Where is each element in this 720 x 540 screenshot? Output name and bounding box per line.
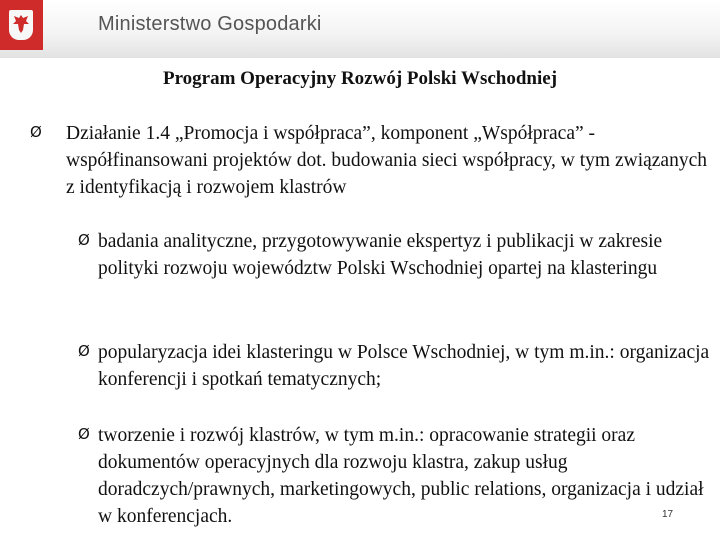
ministry-name: Ministerstwo Gospodarki (98, 13, 322, 35)
bullet-arrow-icon: Ø (78, 231, 90, 249)
bullet-arrow-icon: Ø (78, 425, 90, 443)
main-point-text: Działanie 1.4 „Promocja i współpraca”, komponent „Współpraca” - współfinansowani projektów dot. budowania sieci współpracy, w tym związanych z identyfikacją i rozwojem klastrów (66, 123, 707, 198)
slide-title: Program Operacyjny Rozwój Polski Wschodniej (162, 68, 558, 89)
bullet-arrow-icon: Ø (30, 123, 42, 141)
sub-point (98, 339, 713, 393)
bullet-arrow-icon: Ø (78, 342, 90, 360)
emblem-box (0, 0, 43, 50)
sub-point (98, 422, 716, 530)
sub-point-text: badania analityczne, przygotowywanie ekspertyz i publikacji w zakresie polityki rozwoju województw Polski Wschodniej opartej na klasteringu (98, 231, 663, 279)
main-point (66, 120, 716, 201)
polish-eagle-icon (9, 10, 33, 40)
page-number: 17 (662, 509, 674, 520)
sub-point-text: popularyzacja idei klasteringu w Polsce Wschodniej, w tym m.in.: organizacja konferencji i spotkań tematycznych; (98, 342, 710, 390)
sub-point-text: tworzenie i rozwój klastrów, w tym m.in.: opracowanie strategii oraz dokumentów operacyjnych dla rozwoju klastra, zakup usług doradczych/prawnych, marketingowych, public relations, organizacja i udział w konferencjach. (98, 425, 704, 527)
sub-point (98, 228, 713, 282)
